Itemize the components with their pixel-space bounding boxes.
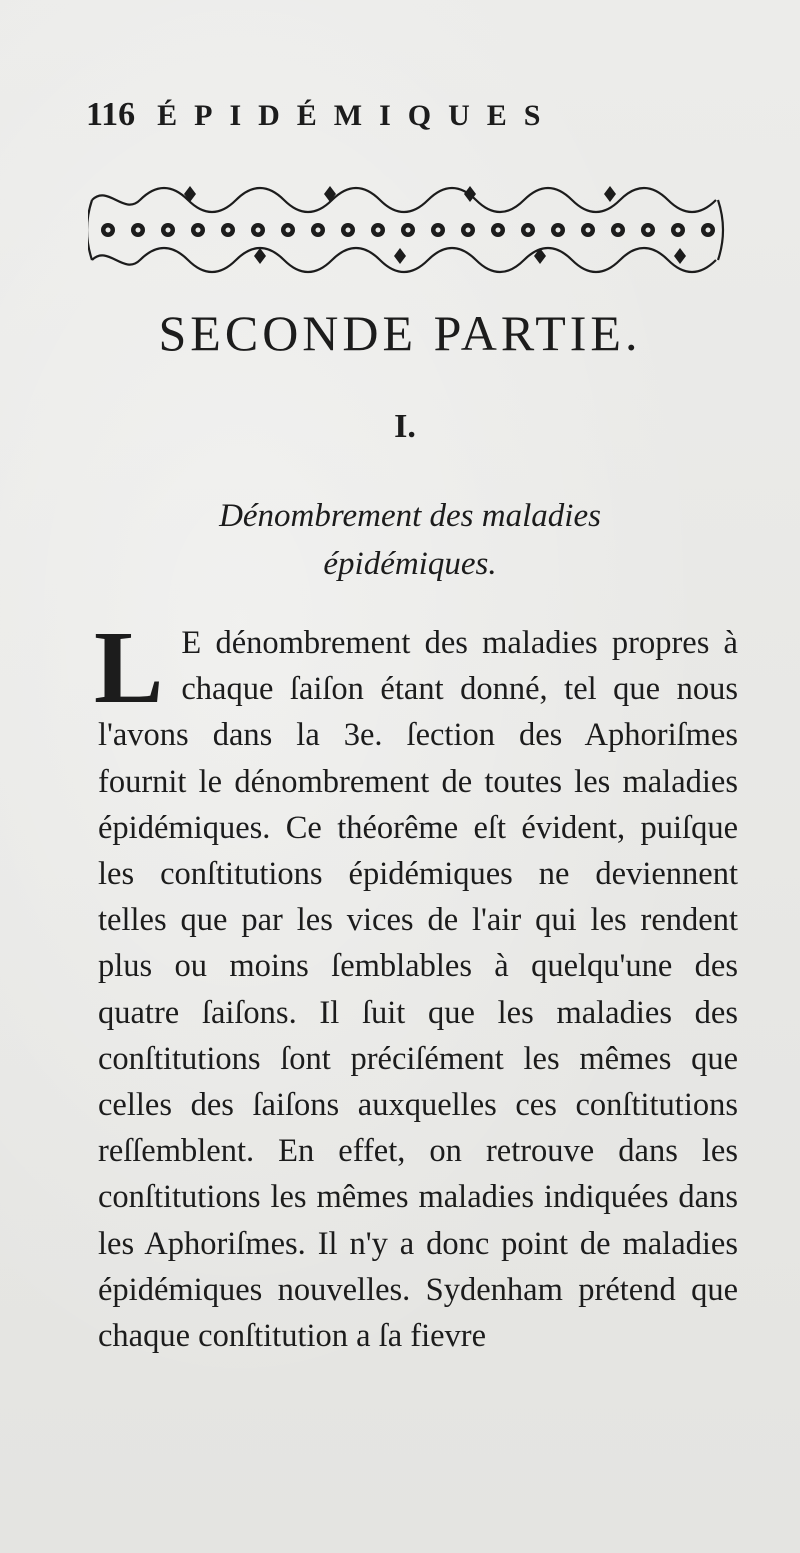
- section-title-line-2: épidémiques.: [323, 546, 497, 582]
- page-number: 116: [86, 96, 136, 133]
- drop-cap: L: [94, 610, 164, 725]
- section-title-line-1: Dénombrement des maladies: [219, 498, 601, 534]
- section-title: [150, 492, 670, 588]
- running-head: [86, 96, 626, 134]
- body-text: [94, 610, 738, 1359]
- section-number: I.: [394, 408, 416, 445]
- body-paragraph: E dénombrement des maladies propres à chaque ſaiſon étant donné, tel que nous l'avons dans la 3e. ſection des Aphoriſmes fournit le dénombrement de toutes les maladies épidémiques. Ce théorême eſt évident, puiſque les conſtitutions épidémiques ne deviennent telles que par les vices de l'air qui les rendent plus ou moins ſemblables à quelqu'une des quatre ſaiſons. Il ſuit que les maladies des conſtitutions ſont préciſément les mêmes que celles des ſaiſons auxquelles ces conſtitutions reſſemblent. En effet, on retrouve dans les conſtitutions les mêmes maladies indiquées dans les Aphoriſmes. Il n'y a donc point de maladies épidémiques nouvelles. Sydenham prétend que chaque conſtitution a ſa fievre: [98, 625, 738, 1355]
- running-title: ÉPIDÉMIQUES: [157, 99, 558, 132]
- floral-headpiece-icon: [88, 180, 728, 276]
- part-title: SECONDE PARTIE.: [158, 305, 642, 361]
